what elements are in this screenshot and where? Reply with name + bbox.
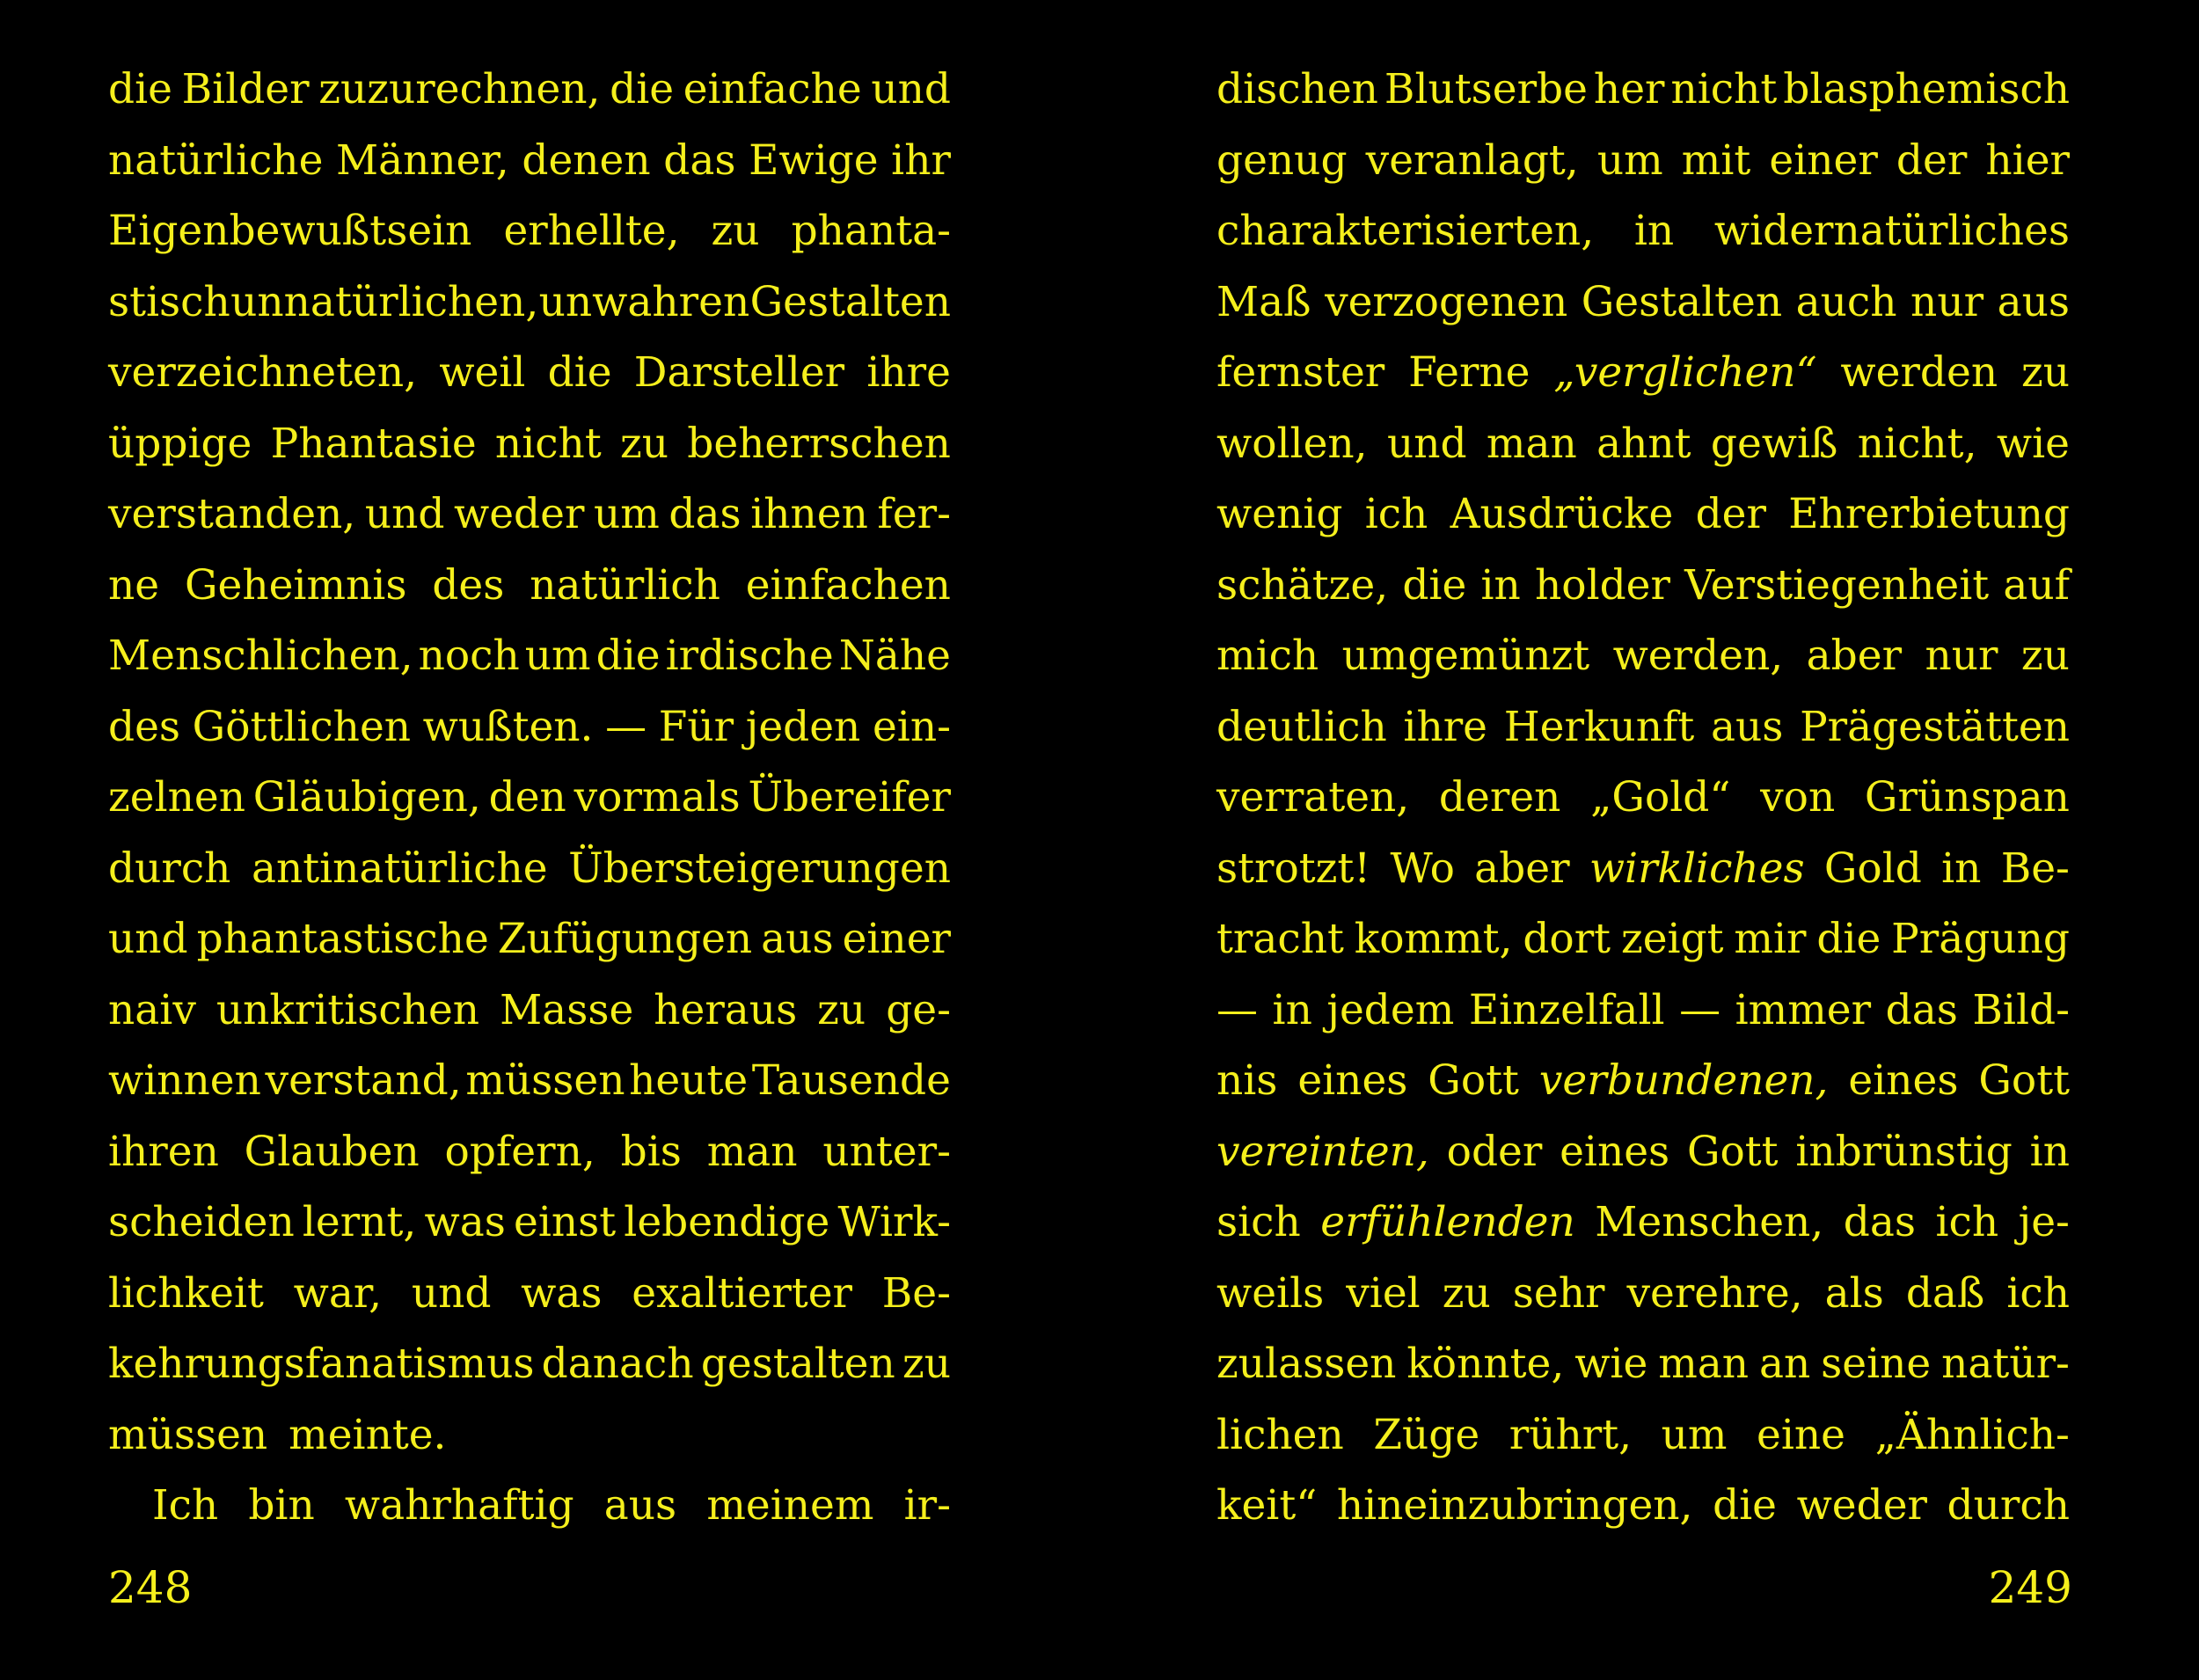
word: kommt,: [1354, 915, 1513, 963]
text-line: [108, 834, 951, 905]
word: Für: [658, 702, 734, 751]
text-line: [1216, 904, 2070, 975]
word: Menschlichen,: [108, 632, 413, 680]
word: seine: [1821, 1340, 1932, 1388]
text-line: [108, 1187, 951, 1259]
word: wollen,: [1216, 419, 1368, 468]
text-line: [108, 55, 951, 126]
word: Geheimnis: [184, 560, 407, 610]
word: ir-: [903, 1481, 951, 1530]
word: wußten.: [422, 702, 594, 751]
word: wie: [1574, 1340, 1648, 1388]
word: Prägung: [1891, 915, 2070, 963]
word: wenig: [1216, 490, 1343, 538]
word: erfühlenden: [1320, 1198, 1575, 1246]
word: an: [1758, 1340, 1811, 1388]
word: inbrünstig: [1795, 1127, 2013, 1176]
word: Bild-: [1972, 985, 2070, 1034]
word: meinte.: [289, 1410, 447, 1459]
text-line: [108, 763, 951, 834]
word: holder: [1535, 560, 1670, 610]
word: des: [108, 702, 181, 751]
word: Gläubigen,: [252, 773, 481, 822]
word: fer-: [877, 490, 951, 538]
word: daß: [1905, 1268, 1985, 1318]
text-line: [108, 479, 951, 551]
right-page-number: 249: [1988, 1562, 2072, 1613]
word: unkritischen: [216, 985, 480, 1034]
word: ich: [1935, 1198, 1999, 1246]
word: unnatürlichen,: [230, 277, 539, 326]
word: kehrungsfanatismus: [108, 1340, 535, 1388]
word: „Ähnlich-: [1874, 1410, 2070, 1459]
word: gewiß: [1710, 419, 1838, 468]
word: deren: [1438, 773, 1561, 822]
word: verraten,: [1216, 773, 1410, 822]
word: Züge: [1373, 1410, 1480, 1459]
word: zuzurechnen,: [318, 65, 601, 113]
text-line: [1216, 1187, 2070, 1259]
word: „verglichen“: [1553, 348, 1817, 397]
word: heraus: [654, 985, 798, 1034]
word: phanta-: [791, 207, 951, 255]
word: das: [1885, 985, 1958, 1034]
word: Ehrerbietung: [1788, 490, 2070, 538]
word: eine: [1757, 1410, 1845, 1459]
word: durch: [108, 844, 231, 893]
word: lichkeit: [108, 1268, 264, 1318]
word: auf: [2003, 560, 2070, 610]
word: sich: [1216, 1198, 1301, 1246]
word: charakterisierten,: [1216, 207, 1595, 255]
text-line: [108, 267, 951, 339]
word: ich: [2006, 1268, 2070, 1318]
word: aus: [1710, 702, 1784, 751]
word: Gestalten: [749, 277, 951, 326]
word: verstanden,: [108, 490, 356, 538]
word: aus: [1997, 277, 2070, 326]
word: viel: [1346, 1268, 1421, 1318]
word: nicht: [494, 419, 602, 468]
word: antinatürliche: [251, 844, 548, 893]
word: ahnt: [1596, 419, 1691, 468]
word: je-: [2018, 1198, 2070, 1246]
word: verehre,: [1626, 1268, 1803, 1318]
word: und: [364, 490, 445, 538]
text-line: [1216, 409, 2070, 480]
word: man: [706, 1127, 798, 1176]
word: verzeichneten,: [108, 348, 418, 397]
word: müssen: [108, 1410, 268, 1459]
word: zu: [902, 1340, 951, 1388]
word: vormals: [573, 773, 741, 822]
left-page-text: [108, 55, 951, 1542]
word: „Gold“: [1590, 773, 1731, 822]
word: Blutserbe: [1384, 65, 1588, 113]
word: mit: [1681, 135, 1751, 185]
word: und: [871, 65, 951, 113]
word: verzogenen: [1325, 277, 1568, 326]
word: —: [1679, 985, 1721, 1034]
word: des: [432, 560, 505, 610]
word: in: [1480, 560, 1521, 610]
word: war,: [293, 1268, 383, 1318]
word: hier: [1985, 135, 2070, 185]
word: den: [488, 773, 566, 822]
word: eines: [1297, 1056, 1408, 1105]
word: eines: [1560, 1127, 1670, 1176]
word: zu: [711, 207, 760, 255]
text-line: [1216, 1400, 2070, 1472]
word: Wirk-: [837, 1198, 951, 1246]
word: zelnen: [108, 773, 245, 822]
word: phantastische: [196, 915, 489, 963]
word: ich: [1364, 490, 1428, 538]
word: immer: [1735, 985, 1872, 1034]
word: scheiden: [108, 1198, 295, 1246]
word: gestalten: [700, 1340, 895, 1388]
word: und: [1386, 419, 1467, 468]
word: blasphemisch: [1783, 65, 2070, 113]
text-line: [1216, 55, 2070, 126]
word: —: [1216, 985, 1258, 1034]
word: die: [595, 632, 661, 680]
word: einer: [1769, 135, 1878, 185]
word: jeden: [745, 702, 861, 751]
word: Ferne: [1408, 348, 1531, 397]
word: ge-: [886, 985, 951, 1034]
word: in: [1272, 985, 1312, 1034]
word: Be-: [2000, 844, 2070, 893]
text-line: [108, 975, 951, 1047]
left-page-number: 248: [108, 1562, 193, 1613]
word: oder: [1446, 1127, 1543, 1176]
word: Männer,: [336, 135, 509, 185]
word: strotzt!: [1216, 844, 1371, 893]
text-line: [1216, 1117, 2070, 1188]
word: die: [610, 65, 675, 113]
word: auch: [1795, 277, 1897, 326]
word: zulassen: [1216, 1340, 1397, 1388]
word: und: [108, 915, 188, 963]
word: wie: [1996, 419, 2070, 468]
word: Herkunft: [1503, 702, 1695, 751]
word: nicht,: [1857, 419, 1977, 468]
text-line: [1216, 975, 2070, 1047]
word: Gott: [1428, 1056, 1519, 1105]
word: Glauben: [244, 1127, 420, 1176]
word: bis: [620, 1127, 682, 1176]
word: Prägestätten: [1800, 702, 2070, 751]
word: zu: [2020, 632, 2070, 680]
word: als: [1824, 1268, 1884, 1318]
word: rührt,: [1509, 1410, 1633, 1459]
word: werden,: [1612, 632, 1784, 680]
word: Nähe: [838, 632, 951, 680]
word: Masse: [500, 985, 634, 1034]
text-line: [108, 1046, 951, 1117]
word: um: [524, 632, 591, 680]
word: Be-: [881, 1268, 951, 1318]
text-line: [1216, 1471, 2070, 1542]
word: aus: [603, 1481, 677, 1530]
word: die: [1816, 915, 1881, 963]
text-line: [1216, 267, 2070, 339]
word: Bilder: [181, 65, 310, 113]
text-line: [1216, 338, 2070, 409]
word: nur: [1925, 632, 1998, 680]
word: natürliche: [108, 135, 324, 185]
word: mich: [1216, 632, 1319, 680]
word: heute: [629, 1056, 749, 1105]
word: Tausende: [751, 1056, 951, 1105]
word: Gold: [1823, 844, 1922, 893]
word: nis: [1216, 1056, 1278, 1105]
word: Gestalten: [1581, 277, 1783, 326]
word: in: [1941, 844, 1982, 893]
word: meinem: [706, 1481, 874, 1530]
word: in: [2029, 1127, 2070, 1176]
word: umgemünzt: [1341, 632, 1590, 680]
word: man: [1486, 419, 1577, 468]
word: genug: [1216, 135, 1348, 185]
word: werden: [1840, 348, 1998, 397]
word: Phantasie: [270, 419, 477, 468]
word: die: [1713, 1481, 1777, 1530]
word: Eigenbewußtsein: [108, 207, 472, 255]
word: lernt,: [302, 1198, 417, 1246]
word: zu: [817, 985, 866, 1034]
word: hineinzubringen,: [1336, 1481, 1693, 1530]
word: zeigt: [1620, 915, 1724, 963]
text-line: [1216, 126, 2070, 197]
word: Verstiegenheit: [1684, 560, 1990, 610]
word: durch: [1947, 1481, 2070, 1530]
word: opfern,: [444, 1127, 595, 1176]
word: das: [1843, 1198, 1916, 1246]
word: lebendige: [624, 1198, 830, 1246]
word: ne: [108, 560, 160, 610]
word: Ausdrücke: [1450, 490, 1674, 538]
word: Einzelfall: [1468, 985, 1665, 1034]
text-line: [1216, 196, 2070, 267]
word: die: [1402, 560, 1467, 610]
word: tracht: [1216, 915, 1344, 963]
word: schätze,: [1216, 560, 1389, 610]
word: was: [424, 1198, 506, 1246]
word: stisch: [108, 277, 230, 326]
word: zu: [2020, 348, 2070, 397]
word: die: [108, 65, 172, 113]
word: widernatürliches: [1713, 207, 2070, 255]
text-line: [1216, 692, 2070, 763]
text-line: [1216, 551, 2070, 622]
word: Grünspan: [1864, 773, 2070, 822]
word: sehr: [1512, 1268, 1605, 1318]
word: das: [663, 135, 736, 185]
word: Ich: [152, 1481, 219, 1530]
word: zu: [1442, 1268, 1491, 1318]
word: mir: [1734, 915, 1807, 963]
word: ihr: [891, 135, 951, 185]
word: eines: [1848, 1056, 1959, 1105]
word: weder: [454, 490, 585, 538]
word: nur: [1910, 277, 1984, 326]
word: um: [1661, 1410, 1728, 1459]
word: erhellte,: [503, 207, 680, 255]
word: ein-: [872, 702, 951, 751]
word: veranlagt,: [1365, 135, 1579, 185]
word: dort: [1523, 915, 1611, 963]
word: deutlich: [1216, 702, 1387, 751]
word: einfachen: [745, 560, 951, 610]
text-line: [1216, 1259, 2070, 1330]
word: jedem: [1326, 985, 1455, 1034]
word: das: [668, 490, 742, 538]
word: Gott: [1978, 1056, 2070, 1105]
word: um: [594, 490, 660, 538]
word: was: [521, 1268, 603, 1318]
word: zu: [619, 419, 668, 468]
text-line: [1216, 834, 2070, 905]
word: könnte,: [1406, 1340, 1565, 1388]
word: Gott: [1686, 1127, 1779, 1176]
word: aus: [761, 915, 834, 963]
word: Maß: [1216, 277, 1311, 326]
word: natürlich: [530, 560, 720, 610]
word: Darsteller: [633, 348, 845, 397]
word: wahrhaftig: [344, 1481, 574, 1530]
word: und: [411, 1268, 492, 1318]
text-line: [1216, 763, 2070, 834]
word: weder: [1796, 1481, 1927, 1530]
word: denen: [522, 135, 651, 185]
word: der: [1896, 135, 1968, 185]
word: üppige: [108, 419, 252, 468]
text-line: [108, 1400, 951, 1472]
text-line: [108, 1471, 951, 1542]
word: Übersteigerungen: [568, 844, 951, 893]
word: fernster: [1216, 348, 1385, 397]
word: die: [547, 348, 612, 397]
word: verstand,: [265, 1056, 462, 1105]
text-line: [108, 904, 951, 975]
text-line: [108, 196, 951, 267]
word: vereinten,: [1216, 1127, 1429, 1176]
text-line: [108, 551, 951, 622]
word: lichen: [1216, 1410, 1344, 1459]
word: Zufügungen: [497, 915, 753, 963]
text-line: [108, 126, 951, 197]
word: danach: [541, 1340, 694, 1388]
word: einst: [514, 1198, 617, 1246]
text-line: [1216, 621, 2070, 692]
text-line: [108, 1259, 951, 1330]
word: man: [1658, 1340, 1750, 1388]
word: Ewige: [749, 135, 879, 185]
word: von: [1760, 773, 1836, 822]
word: einer: [842, 915, 951, 963]
word: wirkliches: [1589, 844, 1805, 893]
right-page-text: [1216, 55, 2070, 1542]
word: her: [1593, 65, 1665, 113]
word: unwahren: [538, 277, 750, 326]
text-line: [108, 1329, 951, 1400]
word: keit“: [1216, 1481, 1318, 1530]
text-line: [108, 692, 951, 763]
text-line: [1216, 1046, 2070, 1117]
word: ihren: [108, 1127, 219, 1176]
word: weils: [1216, 1268, 1325, 1318]
word: Übereifer: [748, 773, 951, 822]
word: verbundenen,: [1538, 1056, 1829, 1105]
word: um: [1596, 135, 1663, 185]
word: dischen: [1216, 65, 1378, 113]
word: in: [1633, 207, 1675, 255]
word: winnen: [108, 1056, 261, 1105]
word: einfache: [683, 65, 862, 113]
word: Göttlichen: [192, 702, 412, 751]
text-line: [1216, 479, 2070, 551]
text-line: [108, 621, 951, 692]
word: nicht: [1670, 65, 1778, 113]
text-line: [108, 1117, 951, 1188]
text-line: [108, 338, 951, 409]
word: ihre: [1403, 702, 1487, 751]
word: Menschen,: [1595, 1198, 1824, 1246]
word: noch: [418, 632, 520, 680]
word: natür-: [1941, 1340, 2070, 1388]
word: aber: [1806, 632, 1903, 680]
word: —: [605, 702, 647, 751]
word: unter-: [822, 1127, 951, 1176]
word: weil: [439, 348, 526, 397]
word: Wo: [1390, 844, 1455, 893]
word: aber: [1474, 844, 1570, 893]
word: der: [1695, 490, 1766, 538]
word: exaltierter: [632, 1268, 853, 1318]
word: bin: [248, 1481, 315, 1530]
text-line: [1216, 1329, 2070, 1400]
word: naiv: [108, 985, 196, 1034]
word: ihnen: [750, 490, 868, 538]
text-line: [108, 409, 951, 480]
word: beherrschen: [687, 419, 951, 468]
word: irdische: [665, 632, 834, 680]
word: müssen: [465, 1056, 625, 1105]
word: ihre: [866, 348, 951, 397]
